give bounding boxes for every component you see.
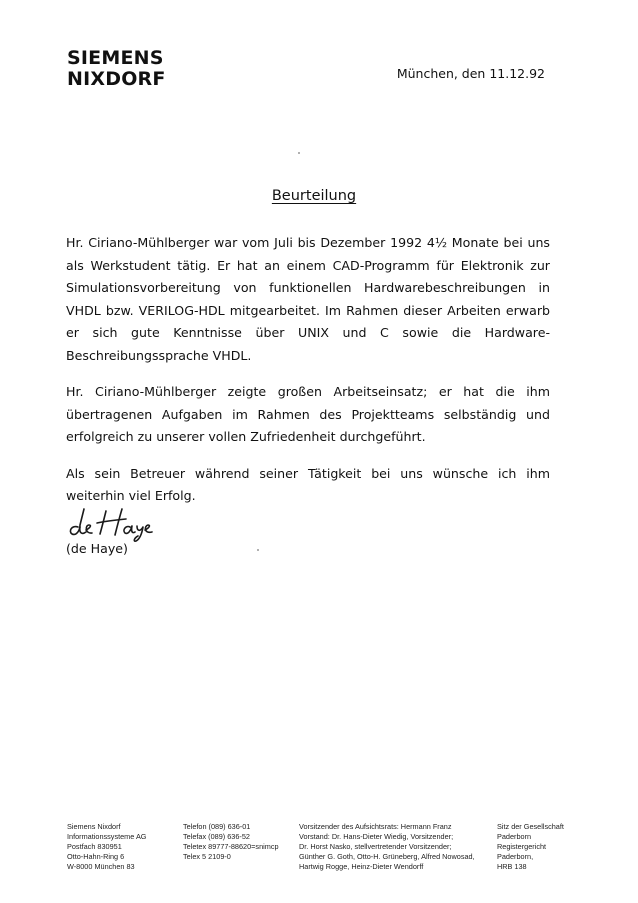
letter-body	[66, 232, 550, 522]
logo-line-nixdorf: NIXDORF	[67, 68, 166, 90]
footer-line: Sitz der Gesellschaft	[497, 822, 564, 831]
footer-line: Vorsitzender des Aufsichtsrats: Hermann Franz	[299, 822, 452, 831]
footer-line: Otto-Hahn-Ring 6	[67, 852, 125, 861]
footer-line: Günther G. Goth, Otto-H. Grüneberg, Alfred Nowosad,	[299, 852, 475, 861]
place-date: München, den 11.12.92	[396, 66, 545, 81]
footer-line: HRB 138	[497, 862, 527, 871]
scan-speck	[257, 549, 259, 551]
scan-speck	[298, 152, 300, 154]
company-logo	[67, 48, 166, 90]
footer-company-address	[67, 822, 147, 872]
footer-registry	[497, 822, 564, 872]
footer-line: Hartwig Rogge, Heinz-Dieter Wendorff	[299, 862, 424, 871]
footer-line: Siemens Nixdorf	[67, 822, 121, 831]
footer-contact	[183, 822, 279, 862]
paragraph-3: Als sein Betreuer während seiner Tätigkeit bei uns wünsche ich ihm weiterhin viel Erfolg.	[66, 465, 550, 503]
footer-line: Vorstand: Dr. Hans-Dieter Wiedig, Vorsitzender;	[299, 832, 454, 841]
footer-line: Telex 5 2109-0	[183, 852, 231, 861]
document-title: Beurteilung	[271, 188, 357, 204]
footer-line: Postfach 830951	[67, 842, 122, 851]
footer-line: Registergericht	[497, 842, 547, 851]
footer-line: Telefax (089) 636-52	[183, 832, 250, 841]
footer-line: Paderborn	[497, 832, 532, 841]
signatory-name: (de Haye)	[66, 541, 128, 556]
logo-line-siemens: SIEMENS	[67, 47, 164, 69]
footer-line: Informationssysteme AG	[67, 832, 147, 841]
footer-line: Dr. Horst Nasko, stellvertretender Vorsitzender;	[299, 842, 452, 851]
paragraph-1: Hr. Ciriano-Mühlberger war vom Juli bis Dezember 1992 4½ Monate bei uns als Werkstudent tätig. Er hat an einem CAD-Programm für Elektronik zur Simulationsvorbereitung von funktionellen Hardwarebeschreibungen in VHDL bzw. VERILOG-HDL mitgearbeitet. Im Rahmen dieser Arbeiten erwarb er sich gute Kenntnisse über UNIX und C sowie die Hardware-Beschreibungssprache VHDL.	[66, 235, 550, 363]
footer-line: Paderborn,	[497, 852, 534, 861]
paragraph-2: Hr. Ciriano-Mühlberger zeigte großen Arbeitseinsatz; er hat die ihm übertragenen Aufgaben im Rahmen des Projektteams selbständig und erfolgreich zu unserer vollen Zufriedenheit durchgeführt.	[66, 384, 550, 444]
signature-graphic	[64, 503, 174, 543]
footer-line: Telefon (089) 636-01	[183, 822, 251, 831]
footer-line: Teletex 89777-88620=snimcp	[183, 842, 279, 851]
footer-board	[299, 822, 475, 872]
footer-line: W-8000 München 83	[67, 862, 135, 871]
